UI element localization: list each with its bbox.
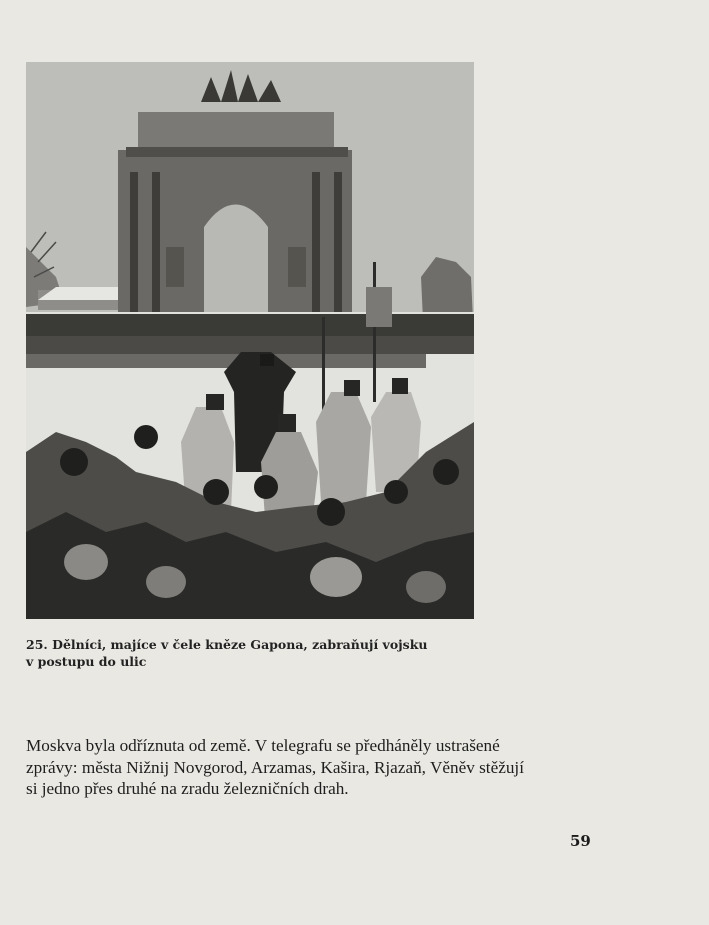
paragraph-line-1: Moskva byla odříznuta od země. V telegrafu se předháněly ustrašené	[26, 736, 500, 755]
illustration-workers-and-troops	[26, 62, 474, 619]
figure-caption	[26, 636, 456, 670]
paragraph-line-3: si jedno přes druhé na zradu železničních drah.	[26, 779, 349, 798]
caption-line-1: 25. Dělníci, majíce v čele kněze Gapona, zabraňují vojsku	[26, 637, 428, 652]
page-number: 59	[570, 832, 591, 850]
caption-line-2: v postupu do ulic	[26, 654, 147, 669]
paragraph-line-2: zprávy: města Nižnij Novgorod, Arzamas, Kašira, Rjazaň, Věněv stěžují	[26, 757, 524, 777]
body-paragraph	[26, 735, 586, 800]
illustration-drawing	[26, 62, 474, 619]
